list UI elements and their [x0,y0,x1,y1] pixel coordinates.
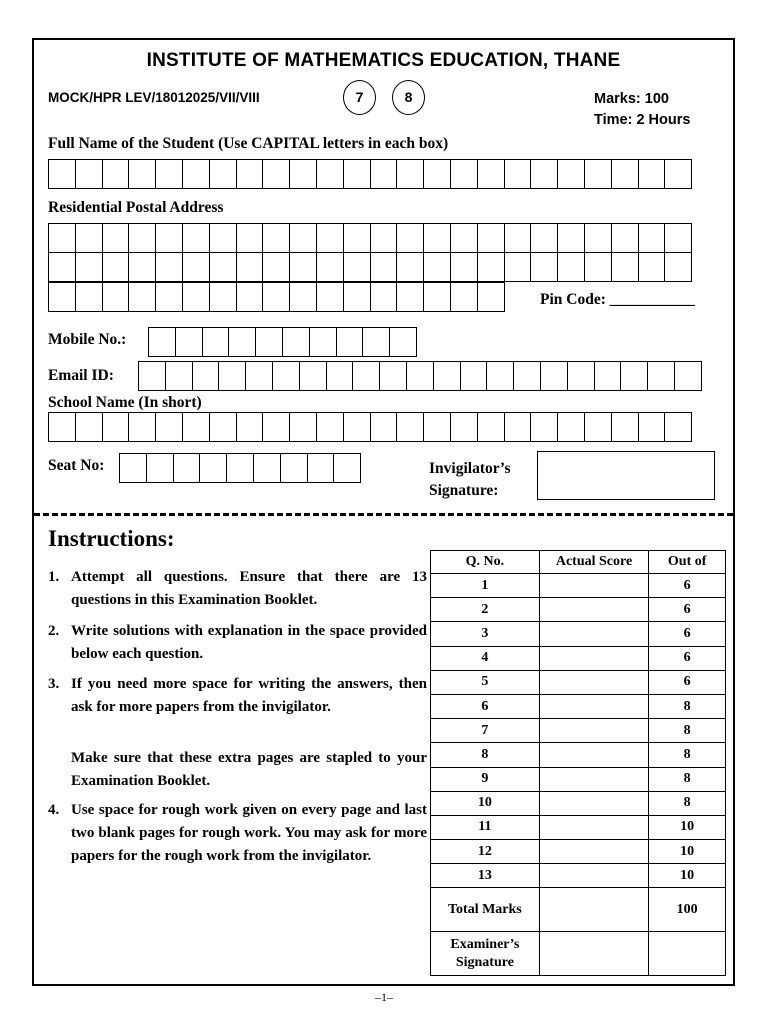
instruction-number: 1. [48,569,60,585]
out-of-value: 10 [649,840,726,864]
char-box[interactable] [155,223,183,253]
q-number: 13 [431,864,540,888]
char-box[interactable] [504,252,532,282]
marks-label: Marks: 100 [594,91,669,107]
actual-score-cell[interactable] [539,791,649,815]
char-box[interactable] [155,412,183,442]
char-box[interactable] [557,159,585,189]
char-box[interactable] [611,252,639,282]
char-box[interactable] [638,159,666,189]
char-box[interactable] [75,252,103,282]
char-box[interactable] [209,412,237,442]
table-row [431,840,726,864]
char-box[interactable] [316,412,344,442]
char-box[interactable] [477,412,505,442]
char-box[interactable] [370,159,398,189]
char-box[interactable] [128,282,156,312]
char-box[interactable] [664,223,692,253]
char-box[interactable] [362,327,390,357]
char-box[interactable] [647,361,675,391]
out-of-value: 8 [649,694,726,718]
q-number: 1 [431,574,540,598]
char-box[interactable] [146,453,174,483]
char-box[interactable] [594,361,622,391]
instruction-text: Attempt all questions. Ensure that there are 13 questions in this Examination Booklet. [71,569,427,608]
char-box[interactable] [379,361,407,391]
char-box[interactable] [289,223,317,253]
char-box[interactable] [236,252,264,282]
char-box[interactable] [289,252,317,282]
char-box[interactable] [253,453,281,483]
char-box[interactable] [182,282,210,312]
char-box[interactable] [530,252,558,282]
char-box[interactable] [75,282,103,312]
char-box[interactable] [674,361,702,391]
header-actual-score: Actual Score [539,551,649,574]
char-box[interactable] [530,412,558,442]
instructions-heading: Instructions: [48,526,175,551]
char-box[interactable] [504,159,532,189]
char-box[interactable] [299,361,327,391]
char-box[interactable] [638,223,666,253]
char-box[interactable] [396,252,424,282]
actual-score-cell[interactable] [539,840,649,864]
char-box[interactable] [138,361,166,391]
out-of-value: 8 [649,791,726,815]
char-box[interactable] [228,327,256,357]
actual-score-cell[interactable] [539,815,649,839]
char-box[interactable] [477,252,505,282]
institute-title: INSTITUTE OF MATHEMATICS EDUCATION, THANE [146,50,621,71]
school-label: School Name (In short) [48,394,202,411]
char-box[interactable] [557,412,585,442]
char-box[interactable] [48,252,76,282]
char-box[interactable] [611,159,639,189]
char-box[interactable] [262,223,290,253]
char-box[interactable] [102,223,130,253]
instruction-text: Use space for rough work given on every page and last two blank pages for rough work. You may ask for more papers for the rough work from the invigilator. [71,802,427,864]
char-box[interactable] [48,159,76,189]
instruction-number: 4. [48,802,60,818]
char-box[interactable] [209,159,237,189]
char-box[interactable] [450,412,478,442]
instruction-text: Make sure that these extra pages are stapled to your Examination Booklet. [71,750,427,789]
invigilator-signature-box[interactable] [537,451,715,500]
char-box[interactable] [262,252,290,282]
out-of-value: 6 [649,670,726,694]
char-box[interactable] [155,159,183,189]
table-row [431,791,726,815]
instruction-4 [48,799,428,891]
char-box[interactable] [128,252,156,282]
char-box[interactable] [75,412,103,442]
char-box[interactable] [450,282,478,312]
char-box[interactable] [226,453,254,483]
char-box[interactable] [128,412,156,442]
char-box[interactable] [316,223,344,253]
char-box[interactable] [423,159,451,189]
char-box[interactable] [396,412,424,442]
email-boxes[interactable] [138,361,702,391]
actual-score-cell[interactable] [539,646,649,670]
char-box[interactable] [504,412,532,442]
out-of-value: 6 [649,646,726,670]
char-box[interactable] [128,159,156,189]
char-box[interactable] [236,223,264,253]
standard-7-circle: 7 [343,80,376,115]
char-box[interactable] [289,282,317,312]
char-box[interactable] [513,361,541,391]
q-number: 2 [431,598,540,622]
total-value: 100 [649,888,726,932]
char-box[interactable] [182,252,210,282]
char-box[interactable] [584,159,612,189]
instruction-text: If you need more space for writing the answers, then ask for more papers from the invigilator. [71,676,427,715]
char-box[interactable] [423,282,451,312]
char-box[interactable] [316,282,344,312]
table-row [431,815,726,839]
char-box[interactable] [262,282,290,312]
char-box[interactable] [423,412,451,442]
instruction-3-note [48,747,428,793]
q-number: 4 [431,646,540,670]
char-box[interactable] [620,361,648,391]
examiner-signature-cell[interactable] [539,932,649,976]
char-box[interactable] [584,223,612,253]
seat-label: Seat No: [48,457,105,474]
char-box[interactable] [433,361,461,391]
char-box[interactable] [396,282,424,312]
char-box[interactable] [236,282,264,312]
char-box[interactable] [182,159,210,189]
char-box[interactable] [155,282,183,312]
mobile-label: Mobile No.: [48,331,127,348]
standard-8-circle: 8 [392,80,425,115]
actual-score-cell[interactable] [539,574,649,598]
char-box[interactable] [611,223,639,253]
char-box[interactable] [396,159,424,189]
table-row [431,767,726,791]
score-table-header [431,551,726,574]
section-divider [34,513,733,516]
char-box[interactable] [289,159,317,189]
char-box[interactable] [173,453,201,483]
char-box[interactable] [486,361,514,391]
char-box[interactable] [389,327,417,357]
actual-score-cell[interactable] [539,743,649,767]
char-box[interactable] [584,252,612,282]
char-box[interactable] [289,412,317,442]
char-box[interactable] [209,252,237,282]
char-box[interactable] [343,223,371,253]
examiner-label-line-2: Signature [455,954,514,970]
char-box[interactable] [75,159,103,189]
char-box[interactable] [255,327,283,357]
mobile-boxes[interactable] [148,327,417,357]
table-row [431,670,726,694]
examiner-label-line-1: Examiner’s [450,936,520,952]
char-box[interactable] [638,252,666,282]
time-label: Time: 2 Hours [594,112,691,128]
invigilator-label [429,458,511,502]
char-box[interactable] [664,252,692,282]
q-number: 6 [431,694,540,718]
char-box[interactable] [307,453,335,483]
char-box[interactable] [584,412,612,442]
score-table [430,550,726,976]
char-box[interactable] [165,361,193,391]
char-box[interactable] [450,223,478,253]
char-box[interactable] [343,412,371,442]
char-box[interactable] [450,252,478,282]
out-of-value: 6 [649,574,726,598]
examiner-row [431,932,726,976]
actual-score-cell[interactable] [539,598,649,622]
char-box[interactable] [370,412,398,442]
char-box[interactable] [477,282,505,312]
char-box[interactable] [611,412,639,442]
out-of-value: 10 [649,815,726,839]
table-row [431,598,726,622]
char-box[interactable] [262,412,290,442]
total-score-cell[interactable] [539,888,649,932]
out-of-value: 8 [649,719,726,743]
char-box[interactable] [262,159,290,189]
char-box[interactable] [423,223,451,253]
examiner-label [431,932,540,976]
actual-score-cell[interactable] [539,864,649,888]
char-box[interactable] [370,282,398,312]
char-box[interactable] [316,159,344,189]
char-box[interactable] [343,252,371,282]
char-box[interactable] [282,327,310,357]
q-number: 9 [431,767,540,791]
char-box[interactable] [450,159,478,189]
char-box[interactable] [504,223,532,253]
char-box[interactable] [406,361,434,391]
out-of-value: 8 [649,743,726,767]
actual-score-cell[interactable] [539,694,649,718]
table-row [431,574,726,598]
q-number: 5 [431,670,540,694]
school-boxes[interactable] [48,412,692,442]
char-box[interactable] [309,327,337,357]
total-row [431,888,726,932]
instruction-number: 2. [48,623,60,639]
char-box[interactable] [557,252,585,282]
char-box[interactable] [48,223,76,253]
q-number: 8 [431,743,540,767]
address-boxes-row-3[interactable] [48,282,505,312]
char-box[interactable] [460,361,488,391]
char-box[interactable] [370,252,398,282]
char-box[interactable] [477,223,505,253]
address-boxes-row-2[interactable] [48,252,692,282]
out-of-value: 6 [649,622,726,646]
table-row [431,743,726,767]
actual-score-cell[interactable] [539,622,649,646]
table-row [431,719,726,743]
char-box[interactable] [102,252,130,282]
actual-score-cell[interactable] [539,719,649,743]
char-box[interactable] [209,282,237,312]
q-number: 12 [431,840,540,864]
char-box[interactable] [664,159,692,189]
char-box[interactable] [209,223,237,253]
char-box[interactable] [218,361,246,391]
char-box[interactable] [664,412,692,442]
char-box[interactable] [423,252,451,282]
table-row [431,864,726,888]
full-name-label: Full Name of the Student (Use CAPITAL letters in each box) [48,135,449,152]
char-box[interactable] [155,252,183,282]
header-out-of: Out of [649,551,726,574]
char-box[interactable] [102,412,130,442]
full-name-boxes[interactable] [48,159,692,189]
examiner-signature-cell-extra[interactable] [649,932,726,976]
char-box[interactable] [557,223,585,253]
char-box[interactable] [352,361,380,391]
address-boxes-row-1[interactable] [48,223,692,253]
char-box[interactable] [333,453,361,483]
exam-code: MOCK/HPR LEV/18012025/VII/VIII [48,90,260,105]
char-box[interactable] [540,361,568,391]
instruction-3 [48,673,428,742]
char-box[interactable] [102,282,130,312]
q-number: 7 [431,719,540,743]
actual-score-cell[interactable] [539,767,649,791]
email-label: Email ID: [48,367,114,384]
q-number: 10 [431,791,540,815]
total-label: Total Marks [431,888,540,932]
char-box[interactable] [396,223,424,253]
char-box[interactable] [316,252,344,282]
char-box[interactable] [182,412,210,442]
table-row [431,622,726,646]
char-box[interactable] [128,223,156,253]
char-box[interactable] [343,282,371,312]
invigilator-label-line-2: Signature: [429,482,499,499]
char-box[interactable] [236,412,264,442]
char-box[interactable] [102,159,130,189]
char-box[interactable] [192,361,220,391]
char-box[interactable] [175,327,203,357]
char-box[interactable] [280,453,308,483]
header-q-no: Q. No. [431,551,540,574]
char-box[interactable] [272,361,300,391]
char-box[interactable] [477,159,505,189]
out-of-value: 6 [649,598,726,622]
table-row [431,694,726,718]
char-box[interactable] [202,327,230,357]
char-box[interactable] [326,361,354,391]
q-number: 11 [431,815,540,839]
char-box[interactable] [48,282,76,312]
char-box[interactable] [336,327,364,357]
instruction-number: 3. [48,676,60,692]
seat-boxes[interactable] [119,453,361,483]
out-of-value: 10 [649,864,726,888]
char-box[interactable] [119,453,147,483]
marks-time [594,89,690,131]
exam-booklet-cover [32,38,735,986]
char-box[interactable] [236,159,264,189]
char-box[interactable] [182,223,210,253]
char-box[interactable] [48,412,76,442]
char-box[interactable] [530,223,558,253]
q-number: 3 [431,622,540,646]
char-box[interactable] [370,223,398,253]
char-box[interactable] [245,361,273,391]
char-box[interactable] [75,223,103,253]
instruction-text: Write solutions with explanation in the space provided below each question. [71,623,427,662]
invigilator-label-line-1: Invigilator’s [429,460,511,477]
pin-code-label[interactable]: Pin Code: ___________ [540,291,695,308]
char-box[interactable] [148,327,176,357]
address-label: Residential Postal Address [48,199,224,216]
char-box[interactable] [343,159,371,189]
char-box[interactable] [199,453,227,483]
out-of-value: 8 [649,767,726,791]
instruction-2 [48,620,428,666]
char-box[interactable] [567,361,595,391]
char-box[interactable] [638,412,666,442]
actual-score-cell[interactable] [539,670,649,694]
page-number: –1– [375,990,393,1004]
instruction-1 [48,566,428,612]
table-row [431,646,726,670]
char-box[interactable] [530,159,558,189]
